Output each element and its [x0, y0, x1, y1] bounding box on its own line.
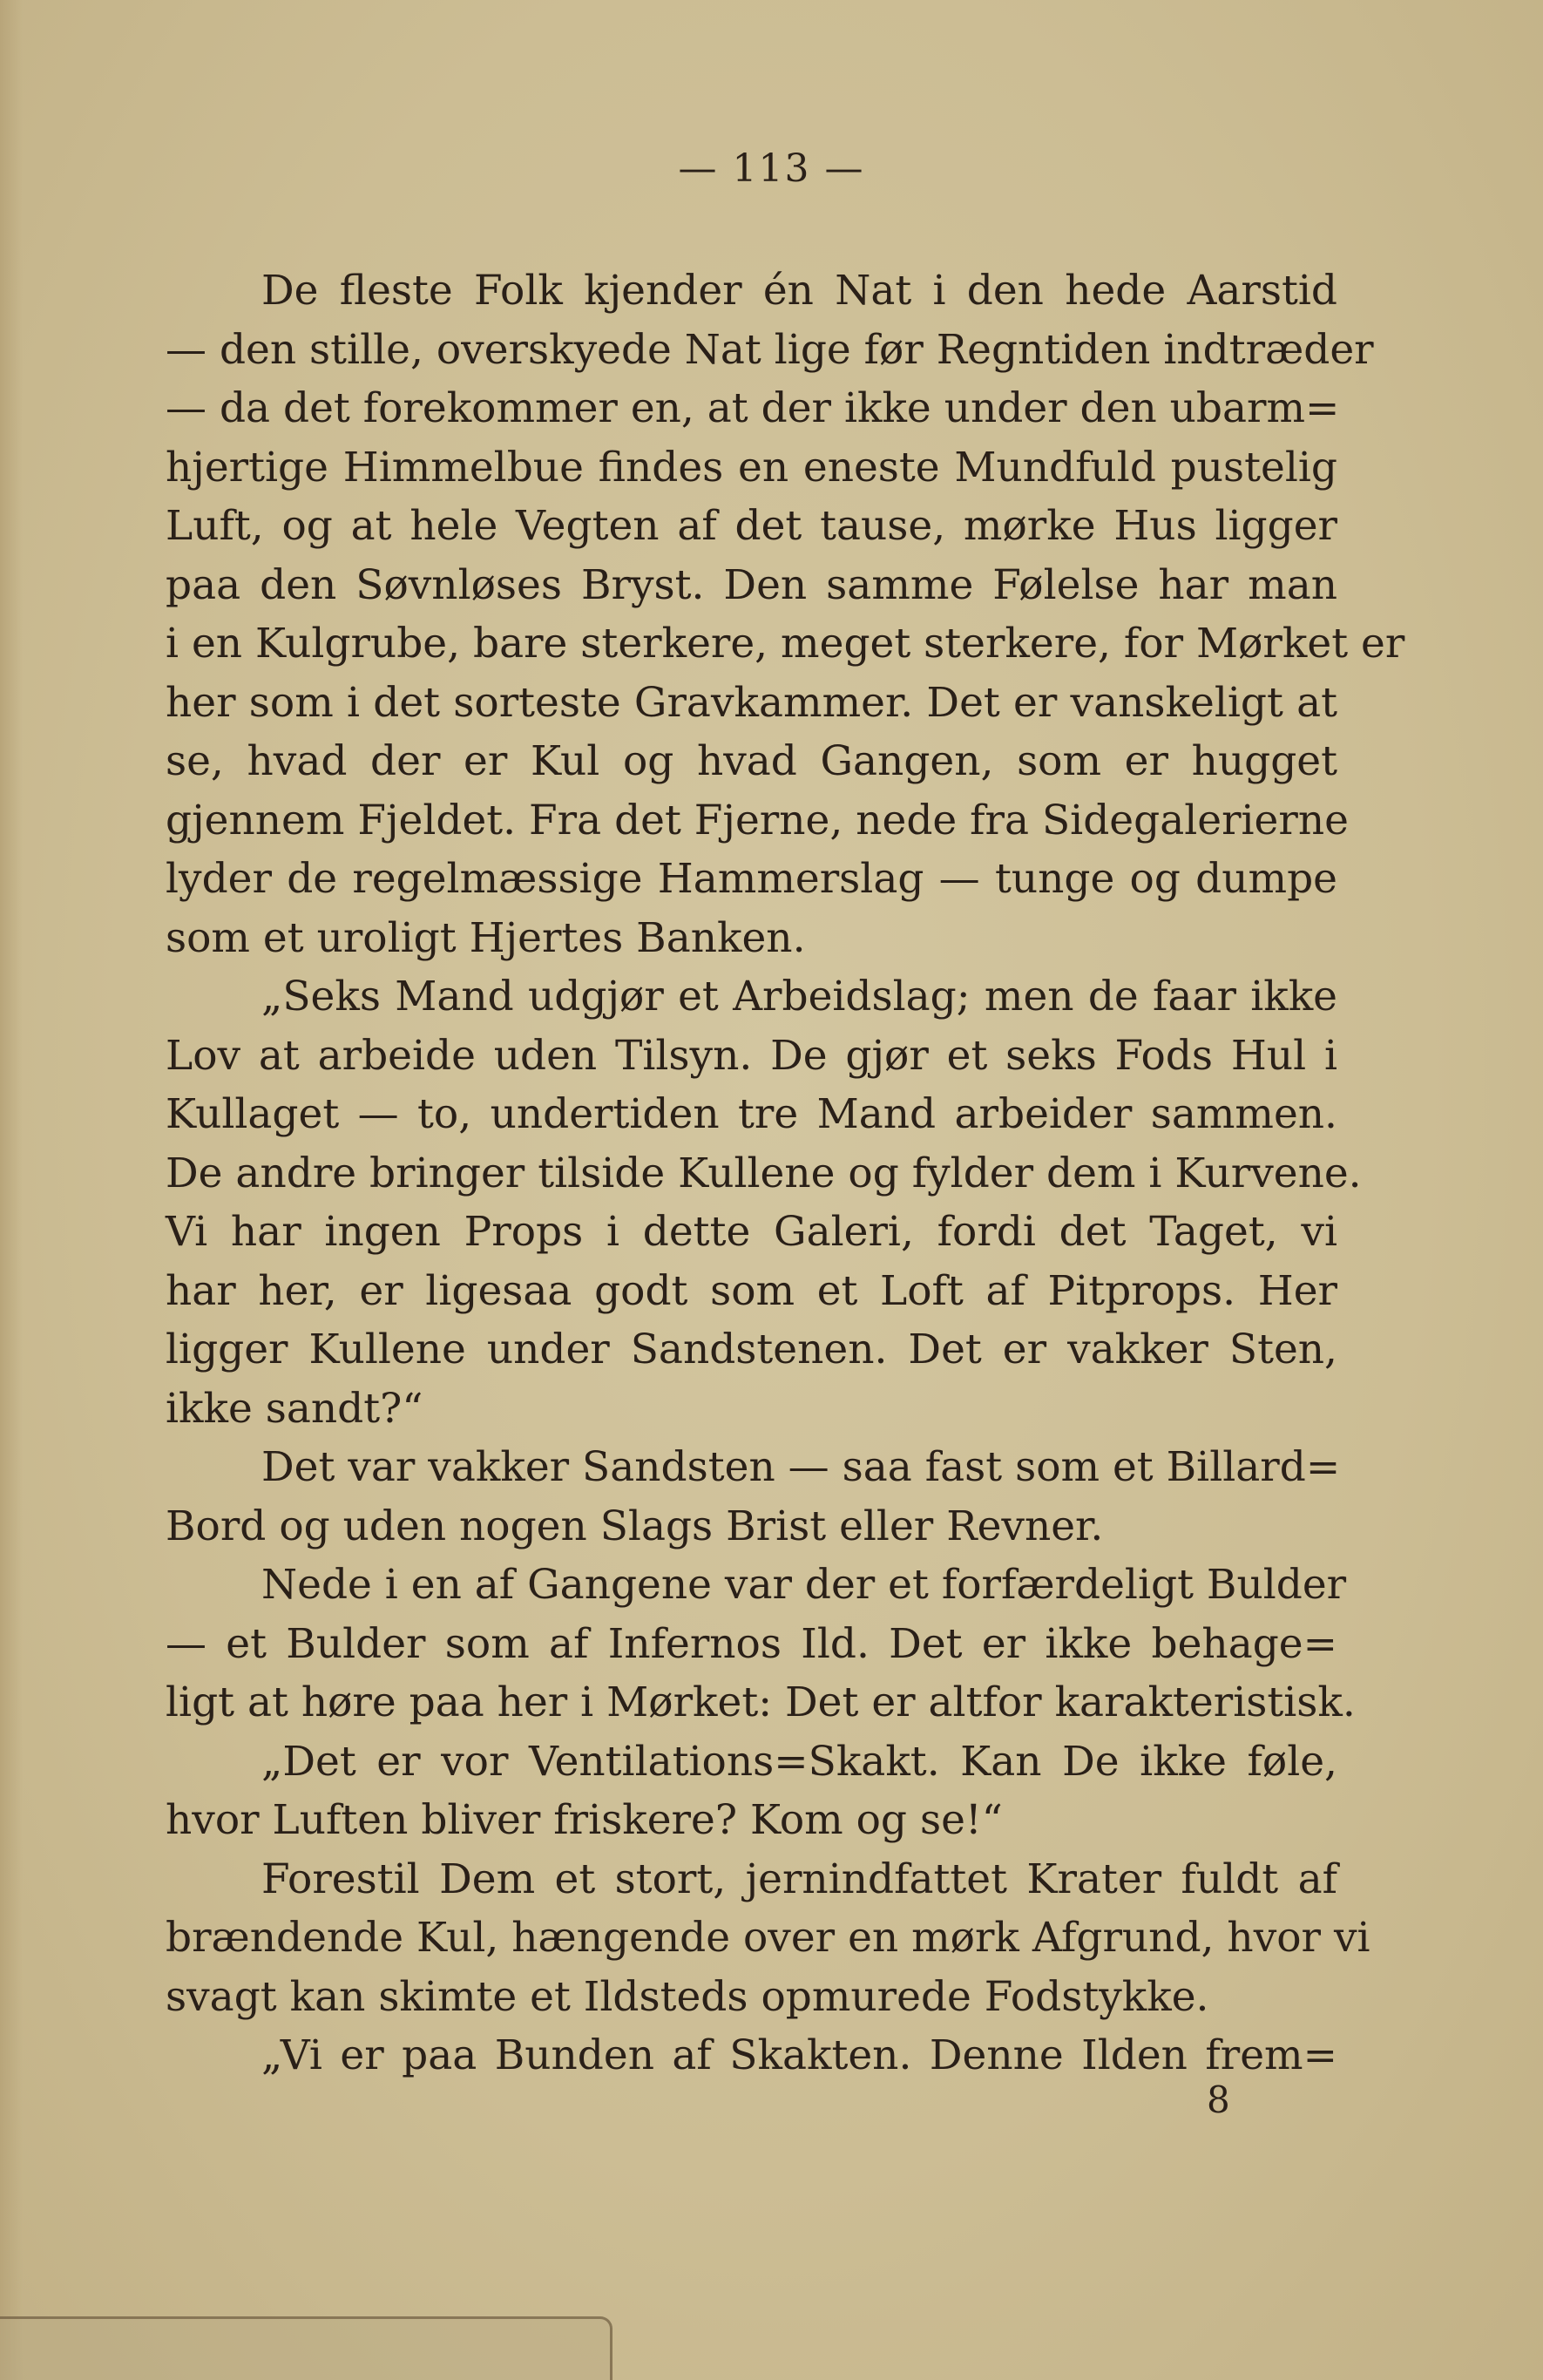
text-line: som et uroligt Hjertes Banken. [166, 913, 806, 962]
text-line: brændende Kul, hængende over en mørk Afgrund, hvor vi [166, 1914, 1370, 1962]
text-line: gjennem Fjeldet. Fra det Fjerne, nede fra Sidegalerierne [166, 796, 1349, 844]
page-wear-mark [0, 2316, 612, 2380]
text-line: Vi har ingen Props i dette Galeri, fordi det Taget, vi [166, 1208, 1337, 1256]
text-line: — et Bulder som af Infernos Ild. Det er ikke behage= [166, 1619, 1337, 1668]
text-line: se, hvad der er Kul og hvad Gangen, som er hugget [166, 737, 1337, 785]
text-line: „Seks Mand udgjør et Arbeidslag; men de faar ikke [261, 973, 1337, 1020]
text-line: paa den Søvnløses Bryst. Den samme Følelse har man [166, 560, 1337, 609]
text-line: har her, er ligesaa godt som et Loft af Pitprops. Her [166, 1266, 1337, 1315]
text-line: lyder de regelmæssige Hammerslag — tunge og dumpe [166, 855, 1337, 903]
text-line: — da det forekommer en, at der ikke under den ubarm= [166, 384, 1340, 432]
text-line: svagt kan skimte et Ildsteds opmurede Fodstykke. [166, 1972, 1209, 2021]
signature-mark: 8 [1207, 2078, 1230, 2121]
text-line: Forestil Dem et stort, jernindfattet Krater fuldt af [261, 1855, 1337, 1903]
text-line: — den stille, overskyede Nat lige før Regntiden indtræder [166, 325, 1374, 374]
text-line: hjertige Himmelbue findes en eneste Mundfuld pustelig [166, 443, 1337, 492]
text-line: Bord og uden nogen Slags Brist eller Revner. [166, 1502, 1104, 1550]
text-line: ligt at høre paa her i Mørket: Det er altfor karakteristisk. [166, 1678, 1356, 1726]
body-text [166, 261, 1405, 2085]
text-line: Luft, og at hele Vegten af det tause, mørke Hus ligger [166, 502, 1337, 550]
page-number-header: — 113 — [678, 146, 865, 191]
text-line: „Vi er paa Bunden af Skakten. Denne Ilden frem= [261, 2031, 1337, 2079]
text-line: her som i det sorteste Gravkammer. Det er vanskeligt at [166, 678, 1337, 727]
text-line: De andre bringer tilside Kullene og fylder dem i Kurvene. [166, 1149, 1362, 1197]
text-line: Lov at arbeide uden Tilsyn. De gjør et seks Fods Hul i [166, 1031, 1337, 1080]
text-line: De fleste Folk kjender én Nat i den hede Aarstid [261, 267, 1337, 315]
page-edge [0, 0, 23, 2380]
text-line: ligger Kullene under Sandstenen. Det er vakker Sten, [166, 1326, 1337, 1373]
text-line: Kullaget — to, undertiden tre Mand arbeider sammen. [166, 1090, 1337, 1138]
text-line: Det var vakker Sandsten — saa fast som et Billard= [261, 1443, 1341, 1491]
text-line: i en Kulgrube, bare sterkere, meget sterkere, for Mørket er [166, 620, 1405, 668]
text-line: ikke sandt?“ [166, 1384, 423, 1433]
text-line: hvor Luften bliver friskere? Kom og se!“ [166, 1796, 1003, 1844]
text-line: Nede i en af Gangene var der et forfærdeligt Bulder [261, 1561, 1347, 1609]
text-line: „Det er vor Ventilations=Skakt. Kan De ikke føle, [261, 1737, 1337, 1786]
